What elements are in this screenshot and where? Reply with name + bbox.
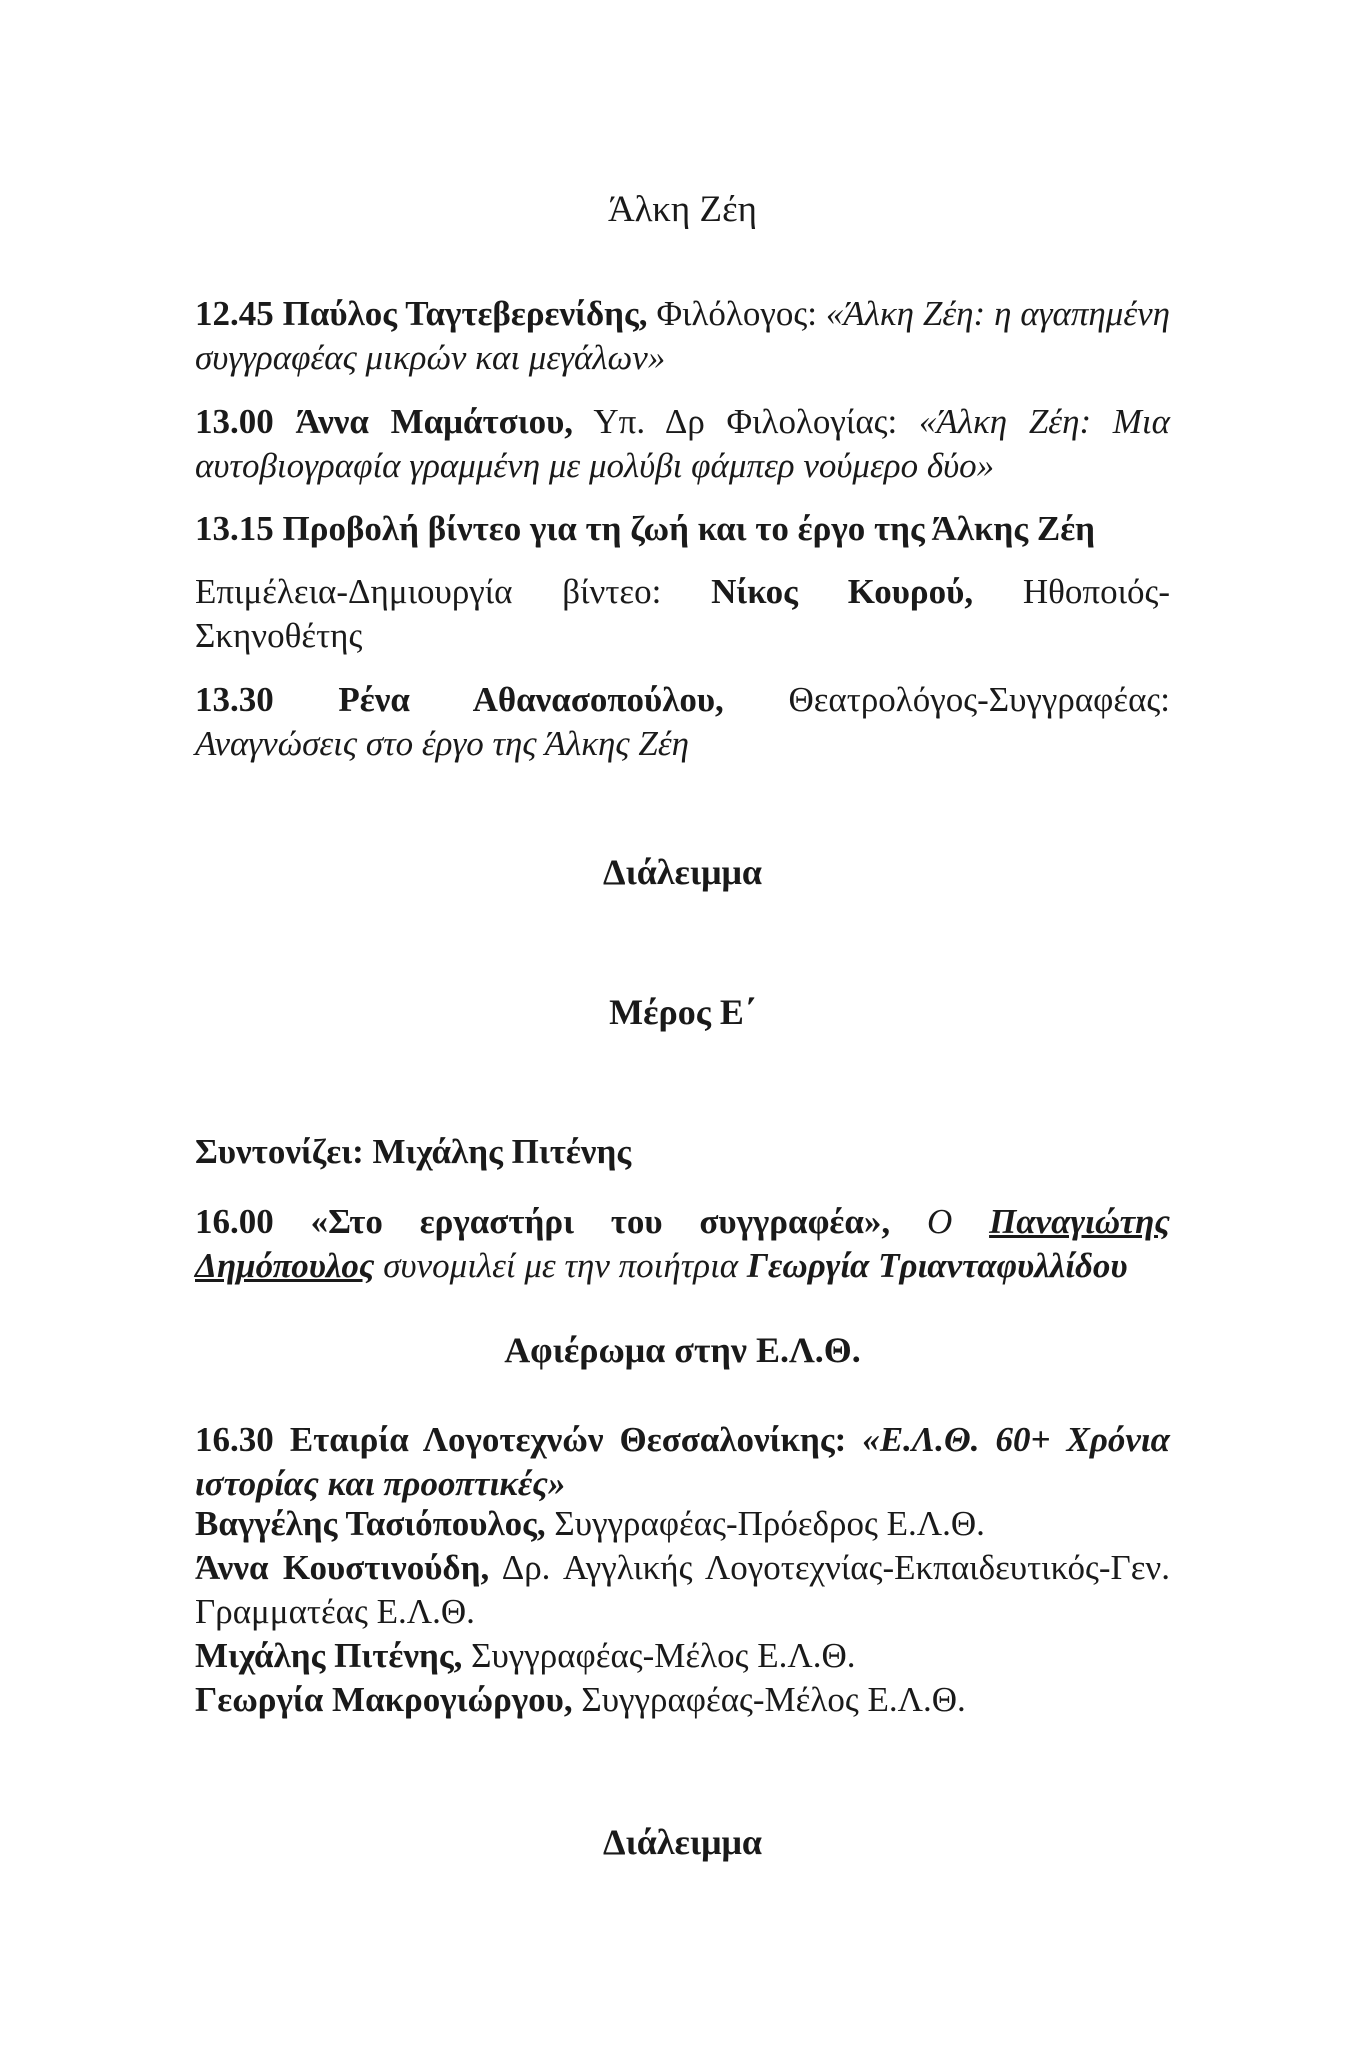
video-credit	[195, 570, 1170, 658]
program-entry	[195, 400, 1170, 488]
program-entry	[195, 507, 1170, 551]
list-item	[195, 1546, 1170, 1634]
list-item	[195, 1678, 1170, 1722]
entry-time: 13.00	[195, 402, 274, 441]
credit-label: Επιμέλεια-Δημιουργία βίντεο:	[195, 572, 662, 611]
speaker-role: Φιλόλογος:	[656, 294, 817, 333]
talk-title: «Άλκη Ζέη: η αγαπημένη συγγραφέας μικρών και μεγάλων»	[195, 294, 1171, 377]
credit-name: Νίκος Κουρού,	[711, 572, 974, 611]
member-list	[195, 1502, 1170, 1722]
member-role: Συγγραφέας-Μέλος Ε.Λ.Θ.	[471, 1636, 856, 1675]
speaker-role: Υπ. Δρ Φιλολογίας:	[593, 402, 898, 441]
break-heading: Διάλειμμα	[603, 852, 762, 892]
member-role: Συγγραφέας-Πρόεδρος Ε.Λ.Θ.	[554, 1504, 985, 1543]
break-heading: Διάλειμμα	[603, 1822, 762, 1862]
speaker-name: Παύλος Ταγτεβερενίδης,	[282, 294, 648, 333]
member-name: Άννα Κουστινούδη,	[195, 1548, 490, 1587]
member-role: Συγγραφέας-Μέλος Ε.Λ.Θ.	[581, 1680, 966, 1719]
tribute-heading: Αφιέρωμα στην Ε.Λ.Θ.	[504, 1330, 861, 1370]
speaker-role: Θεατρολόγος-Συγγραφέας:	[788, 680, 1170, 719]
entry-time: 16.30	[195, 1420, 274, 1459]
entry-time: 13.30	[195, 680, 274, 719]
speaker-name: Άννα Μαμάτσιου,	[295, 402, 573, 441]
poet-name: Παναγιώτης Δημόπουλος	[195, 1202, 1170, 1285]
header-title: Άλκη Ζέη	[607, 189, 758, 230]
member-name: Βαγγέλης Τασιόπουλος,	[195, 1504, 546, 1543]
list-item	[195, 1634, 1170, 1678]
org-name: Εταιρία Λογοτεχνών Θεσσαλονίκης:	[289, 1420, 847, 1459]
member-name: Μιχάλης Πιτένης,	[195, 1636, 463, 1675]
article-text: Ο	[926, 1202, 953, 1241]
verb-text: συνομιλεί με την ποιήτρια	[383, 1246, 739, 1285]
talk-title: «Ε.Λ.Θ. 60+ Χρόνια ιστορίας και προοπτικές»	[195, 1420, 1171, 1503]
program-entry	[195, 678, 1170, 766]
entry-time: 13.15	[195, 509, 274, 548]
moderator-line: Συντονίζει: Μιχάλης Πιτένης	[195, 1132, 632, 1171]
member-name: Γεωργία Μακρογιώργου,	[195, 1680, 573, 1719]
credit-role: Ηθοποιός-Σκηνοθέτης	[195, 572, 1171, 655]
program-entry	[195, 292, 1170, 380]
member-role: Δρ. Αγγλικής Λογοτεχνίας-Εκπαιδευτικός-Γεν. Γραμματέας Ε.Λ.Θ.	[195, 1548, 1170, 1631]
talk-title: Αναγνώσεις στο έργο της Άλκης Ζέη	[195, 724, 689, 763]
video-title: Προβολή βίντεο για τη ζωή και το έργο της Άλκης Ζέη	[282, 509, 1096, 548]
talk-title: «Άλκη Ζέη: Μια αυτοβιογραφία γραμμένη με μολύβι φάμπερ νούμερο δύο»	[195, 402, 1171, 485]
list-item	[195, 1502, 1170, 1546]
entry-time: 16.00	[195, 1202, 274, 1241]
program-entry	[195, 1418, 1170, 1506]
poet-name: Γεωργία Τριανταφυλλίδου	[746, 1246, 1128, 1285]
workshop-title: «Στο εργαστήρι του συγγραφέα»,	[310, 1202, 891, 1241]
speaker-name: Ρένα Αθανασοπούλου,	[338, 680, 724, 719]
program-entry	[195, 1200, 1170, 1288]
part-title: Μέρος Ε΄	[609, 992, 756, 1032]
entry-time: 12.45	[195, 294, 274, 333]
